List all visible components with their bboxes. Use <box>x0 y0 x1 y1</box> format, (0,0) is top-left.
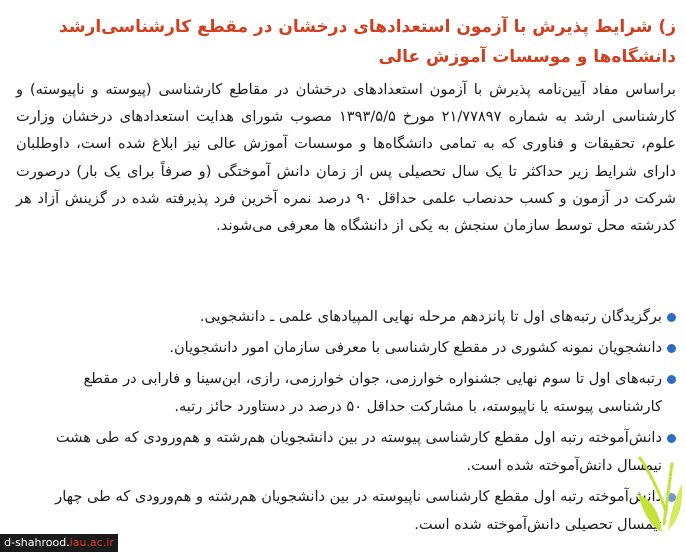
bullet-icon <box>667 375 676 384</box>
list-item <box>16 365 676 421</box>
leaf-ornament-icon <box>628 454 686 538</box>
list-item-text: برگزیدگان رتبه‌های اول تا پانزدهم مرحله نهایی المپیادهای علمی ـ دانشجویی. <box>199 308 662 325</box>
bullet-icon <box>667 313 676 322</box>
list-item <box>16 483 676 539</box>
site-credit <box>0 534 118 552</box>
section-heading: ز) شرایط پذیرش با آزمون استعدادهای درخشان در مقطع کارشناسی‌ارشد دانشگاه‌ها و موسسات آموزش عالی <box>59 17 676 67</box>
list-item-text: دانشجویان نمونه کشوری در مقطع کارشناسی با معرفی سازمان امور دانشجویان. <box>169 339 662 356</box>
bullet-icon <box>667 344 676 353</box>
conditions-list <box>16 303 676 542</box>
list-item-text: دانش‌آموخته رتبه اول مقطع کارشناسی ناپیوسته در بین دانشجویان هم‌رشته و هم‌ورودی که طی چهار نیمسال تحصیلی دانش‌آموخته شده است. <box>55 488 662 533</box>
intro-paragraph: براساس مفاد آیین‌نامه پذیرش با آزمون استعدادهای درخشان در مقاطع کارشناسی (پیوسته و ناپیوسته) و کارشناسی ارشد به شماره ۲۱/۷۷۸۹۷ مورخ ۱۳۹۳/۵/۵ مصوب شورای هدایت استعدادهای درخشان وزارت علوم، تحقیقات و فناوری که به تمامی دانشگاه‌ها و موسسات آموزش عالی نیز ابلاغ شده است، داوطلبان دارای شرایط زیر حداکثر تا یک سال تحصیلی پس از زمان دانش آموختگی (و صرفاً برای یک بار) درصورت شرکت در آزمون و کسب حدنصاب علمی حداقل ۹۰ درصد نمره آخرین فرد پذیرفته شده در گزینش آزاد هر کدرشته محل توسط سازمان سنجش به یکی از دانشگاه ها معرفی می‌شوند. <box>16 81 677 235</box>
list-item <box>16 334 676 362</box>
credit-domain: iau.ac.ir <box>69 536 114 549</box>
list-item <box>16 303 676 331</box>
list-item-text: رتبه‌های اول تا سوم نهایی جشنواره خوارزمی، جوان خوارزمی، رازی، ابن‌سینا و فارابی در مقطع کارشناسی پیوسته یا ناپیوسته، با مشارکت حداقل ۵۰ درصد در دستاورد حائز رتبه. <box>83 370 662 415</box>
bullet-icon <box>667 434 676 443</box>
list-item <box>16 424 676 480</box>
credit-prefix: d-shahrood. <box>4 536 70 549</box>
list-item-text: دانش‌آموخته رتبه اول مقطع کارشناسی پیوسته در بین دانشجویان هم‌رشته و هم‌ورودی که طی هشت نیمسال دانش‌آموخته شده است. <box>55 429 662 474</box>
